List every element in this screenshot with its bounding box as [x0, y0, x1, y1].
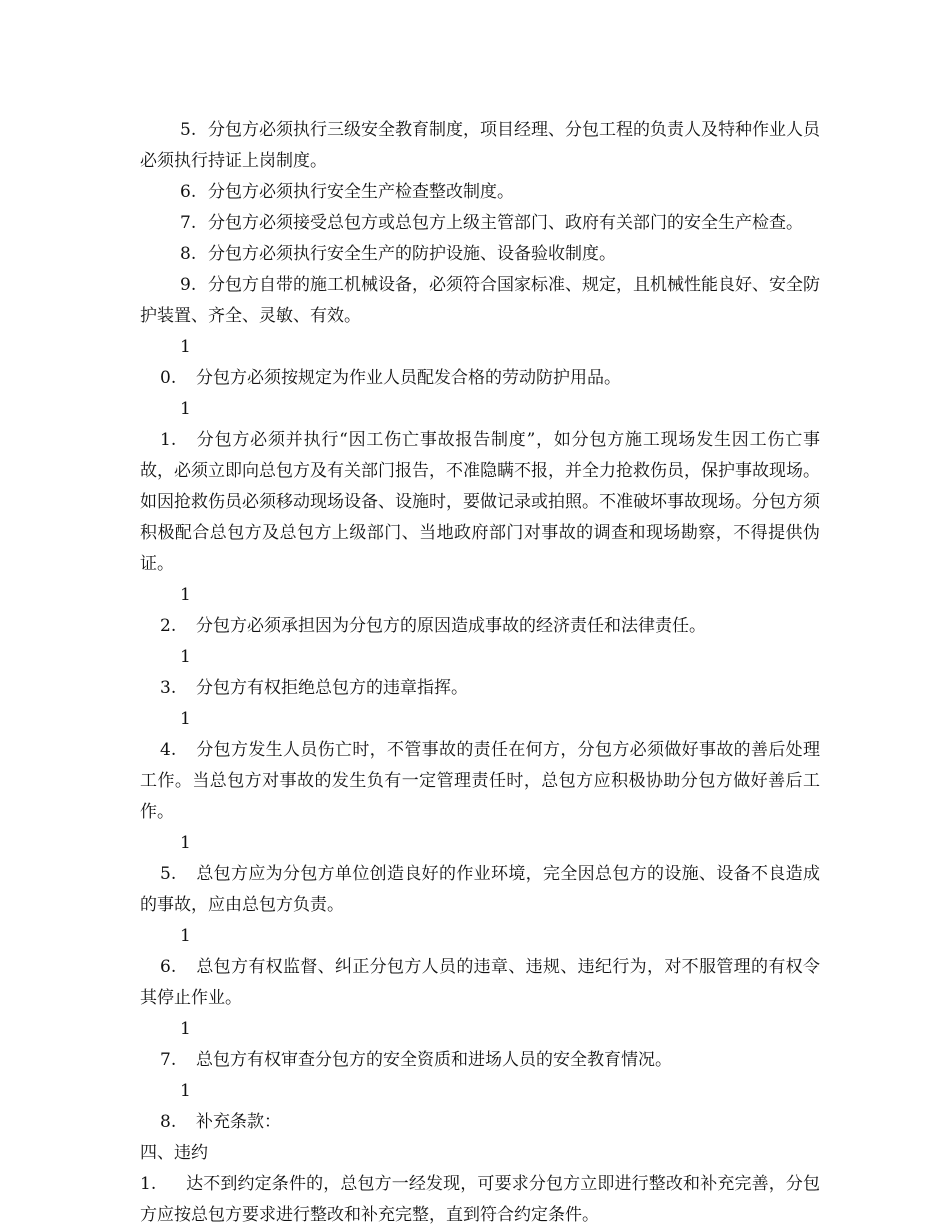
clause-number: 9. — [180, 275, 197, 295]
clause-item — [140, 1014, 820, 1076]
clause-text: 分包方必须执行三级安全教育制度，项目经理、分包工程的负责人及特种作业人员必须执行持证上岗制度。 — [140, 120, 820, 171]
clause-item — [140, 1076, 820, 1138]
clause-text: 分包方自带的施工机械设备，必须符合国家标准、规定，且机械性能良好、安全防护装置、齐全、灵敏、有效。 — [140, 275, 820, 326]
clause-item — [140, 704, 820, 828]
clause-item — [140, 239, 820, 270]
clause-number: 10. — [160, 337, 191, 388]
section-heading: 四、违约 — [140, 1143, 208, 1163]
clause-text: 总包方有权监督、纠正分包方人员的违章、违规、违纪行为，对不服管理的有权令其停止作业。 — [140, 957, 820, 1008]
clause-item — [140, 642, 820, 704]
clause-number: 13. — [160, 647, 191, 698]
clause-number: 15. — [160, 833, 191, 884]
clause-text: 分包方必须按规定为作业人员配发合格的劳动防护用品。 — [196, 368, 621, 388]
clause-text: 分包方必须承担因为分包方的原因造成事故的经济责任和法律责任。 — [196, 616, 706, 636]
clause-number: 18. — [160, 1081, 191, 1132]
clause-number: 14. — [160, 709, 191, 760]
clause-number: 7. — [180, 213, 197, 233]
clause-item — [140, 921, 820, 1014]
clause-text: 分包方必须执行安全生产的防护设施、设备验收制度。 — [208, 244, 616, 264]
clause-item — [140, 394, 820, 580]
clause-item — [140, 208, 820, 239]
clause-number: 11. — [160, 399, 191, 450]
clause-text: 分包方必须并执行“因工伤亡事故报告制度”，如分包方施工现场发生因工伤亡事故，必须立即向总包方及有关部门报告，不准隐瞒不报，并全力抢救伤员，保护事故现场。如因抢救伤员必须移动现场设备、设施时，要做记录或拍照。不准破坏事故现场。分包方须积极配合总包方及总包方上级部门、当地政府部门对事故的调查和现场勘察，不得提供伪证。 — [140, 430, 820, 574]
clause-text: 分包方有权拒绝总包方的违章指挥。 — [196, 678, 468, 698]
clause-number: 12. — [160, 585, 191, 636]
clause-text: 补充条款： — [196, 1112, 281, 1132]
clause-text: 分包方必须执行安全生产检查整改制度。 — [208, 182, 514, 202]
clause-item — [140, 828, 820, 921]
clause-item — [140, 115, 820, 177]
clause-text: 总包方应为分包方单位创造良好的作业环境，完全因总包方的设施、设备不良造成的事故，应由总包方负责。 — [140, 864, 820, 915]
clause-number: 1. — [140, 1174, 157, 1194]
clause-text: 达不到约定条件的，总包方一经发现，可要求分包方立即进行整改和补充完善，分包方应按总包方要求进行整改和补充完整，直到符合约定条件。 — [140, 1174, 820, 1225]
clause-number: 8. — [180, 244, 197, 264]
clause-item — [140, 332, 820, 394]
clause-number: 16. — [160, 926, 191, 977]
document-body — [140, 115, 820, 1231]
clause-number: 5. — [180, 120, 197, 140]
clause-text: 分包方发生人员伤亡时，不管事故的责任在何方，分包方必须做好事故的善后处理工作。当总包方对事故的发生负有一定管理责任时，总包方应积极协助分包方做好善后工作。 — [140, 740, 820, 822]
clause-number: 17. — [160, 1019, 191, 1070]
clause-item — [140, 270, 820, 332]
clause-text: 总包方有权审查分包方的安全资质和进场人员的安全教育情况。 — [196, 1050, 672, 1070]
clause-text: 分包方必须接受总包方或总包方上级主管部门、政府有关部门的安全生产检查。 — [208, 213, 803, 233]
clause-item — [140, 177, 820, 208]
clause-number: 6. — [180, 182, 197, 202]
clause-item — [140, 580, 820, 642]
breach-clause-item — [140, 1169, 820, 1231]
